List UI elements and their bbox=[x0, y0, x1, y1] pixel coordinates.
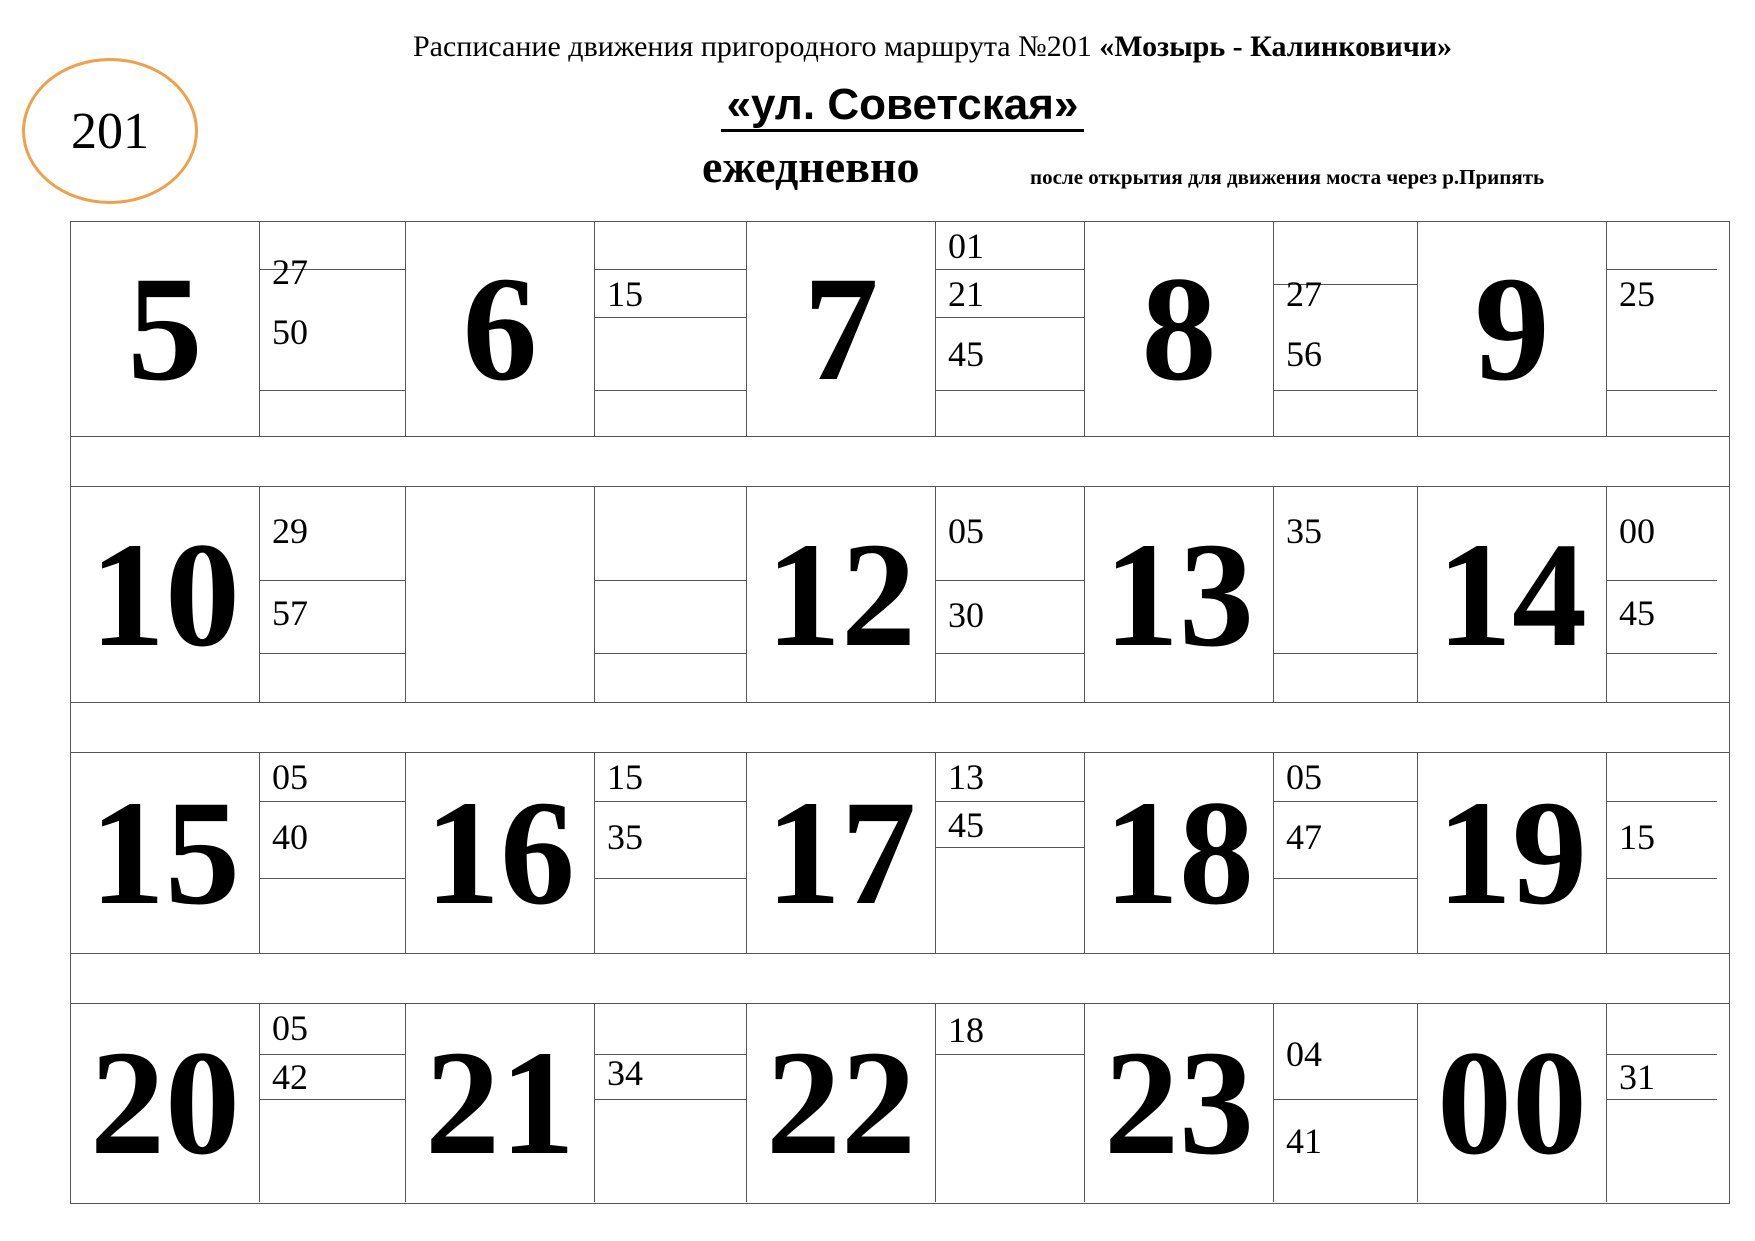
departure-minute: 41 bbox=[1286, 1121, 1322, 1161]
departure-minute: 30 bbox=[948, 595, 984, 635]
minutes-cell bbox=[936, 222, 1085, 436]
departure-minute: 47 bbox=[1286, 817, 1322, 857]
minute-slot-line bbox=[936, 580, 1084, 581]
minute-slot-line bbox=[936, 1054, 1084, 1055]
stop-name: «ул. Советская» bbox=[721, 80, 1085, 132]
minutes-cell bbox=[1607, 753, 1717, 953]
minutes-cell bbox=[936, 1004, 1085, 1202]
minute-slot-line bbox=[1274, 653, 1417, 654]
hour-cell: 10 bbox=[71, 487, 260, 702]
minute-slot-line bbox=[595, 801, 746, 802]
minute-slot-line bbox=[936, 317, 1084, 318]
departure-minute: 42 bbox=[272, 1057, 308, 1097]
minute-slot-line bbox=[1607, 878, 1717, 879]
minutes-cell bbox=[1607, 1004, 1717, 1202]
departure-minute: 45 bbox=[1619, 593, 1655, 633]
row-separator bbox=[71, 954, 1729, 1004]
hour-cell bbox=[406, 487, 595, 702]
departure-minute: 13 bbox=[948, 757, 984, 797]
departure-minute: 15 bbox=[1619, 817, 1655, 857]
departure-minute: 45 bbox=[948, 805, 984, 845]
departure-minute: 05 bbox=[272, 1008, 308, 1048]
departure-minute: 45 bbox=[948, 334, 984, 374]
minute-slot-line bbox=[1274, 390, 1417, 391]
timetable-row bbox=[71, 1004, 1729, 1202]
minutes-cell bbox=[260, 1004, 406, 1202]
minutes-cell bbox=[595, 487, 747, 702]
minutes-cell bbox=[1607, 222, 1717, 436]
minutes-cell bbox=[1274, 753, 1418, 953]
departure-minute: 04 bbox=[1286, 1034, 1322, 1074]
minutes-cell bbox=[595, 222, 747, 436]
hour-cell: 17 bbox=[747, 753, 936, 953]
minute-slot-line bbox=[260, 1099, 405, 1100]
minute-slot-line bbox=[1607, 269, 1717, 270]
hour-cell: 6 bbox=[406, 222, 595, 436]
route-name: «Мозырь - Калинковичи» bbox=[1099, 30, 1453, 63]
departure-minute: 25 bbox=[1619, 274, 1655, 314]
row-separator bbox=[71, 703, 1729, 753]
hour-cell: 16 bbox=[406, 753, 595, 953]
minute-slot-line bbox=[936, 269, 1084, 270]
minute-slot-line bbox=[595, 1099, 746, 1100]
minute-slot-line bbox=[1274, 801, 1417, 802]
minutes-cell bbox=[595, 753, 747, 953]
row-separator bbox=[71, 437, 1729, 487]
minute-slot-line bbox=[260, 390, 405, 391]
minute-slot-line bbox=[1607, 653, 1717, 654]
hour-cell: 22 bbox=[747, 1004, 936, 1202]
minutes-cell bbox=[1274, 1004, 1418, 1202]
minutes-cell bbox=[260, 753, 406, 953]
hour-cell: 12 bbox=[747, 487, 936, 702]
departure-minute: 05 bbox=[948, 511, 984, 551]
departure-minute: 18 bbox=[948, 1010, 984, 1050]
departure-minute: 15 bbox=[607, 274, 643, 314]
route-number-badge: 201 bbox=[22, 58, 198, 204]
timetable-grid bbox=[70, 221, 1730, 1204]
minute-slot-line bbox=[260, 1054, 405, 1055]
hour-cell: 8 bbox=[1085, 222, 1274, 436]
departure-minute: 27 bbox=[272, 252, 308, 292]
days-label: ежедневно bbox=[702, 141, 920, 192]
departure-minute: 35 bbox=[1286, 511, 1322, 551]
minute-slot-line bbox=[595, 878, 746, 879]
minutes-cell bbox=[936, 753, 1085, 953]
minute-slot-line bbox=[260, 878, 405, 879]
minutes-cell bbox=[1274, 222, 1418, 436]
departure-minute: 27 bbox=[1286, 274, 1322, 314]
minute-slot-line bbox=[1274, 878, 1417, 879]
minute-slot-line bbox=[1607, 801, 1717, 802]
minute-slot-line bbox=[936, 801, 1084, 802]
departure-minute: 50 bbox=[272, 312, 308, 352]
hour-cell: 14 bbox=[1418, 487, 1607, 702]
hour-cell: 15 bbox=[71, 753, 260, 953]
minutes-cell bbox=[1274, 487, 1418, 702]
departure-minute: 05 bbox=[272, 757, 308, 797]
departure-minute: 29 bbox=[272, 511, 308, 551]
departure-minute: 21 bbox=[948, 274, 984, 314]
hour-cell: 13 bbox=[1085, 487, 1274, 702]
departure-minute: 15 bbox=[607, 757, 643, 797]
minute-slot-line bbox=[260, 653, 405, 654]
hour-cell: 00 bbox=[1418, 1004, 1607, 1202]
minute-slot-line bbox=[1607, 580, 1717, 581]
minutes-cell bbox=[260, 222, 406, 436]
minute-slot-line bbox=[595, 580, 746, 581]
departure-minute: 00 bbox=[1619, 511, 1655, 551]
departure-minute: 56 bbox=[1286, 334, 1322, 374]
minute-slot-line bbox=[595, 317, 746, 318]
hour-cell: 21 bbox=[406, 1004, 595, 1202]
minute-slot-line bbox=[260, 801, 405, 802]
minute-slot-line bbox=[1274, 1099, 1417, 1100]
departure-minute: 57 bbox=[272, 593, 308, 633]
timetable-row bbox=[71, 753, 1729, 954]
hour-cell: 18 bbox=[1085, 753, 1274, 953]
schedule-title bbox=[0, 30, 1755, 64]
bridge-note: после открытия для движения моста через р.Припять bbox=[1030, 165, 1545, 189]
hour-cell: 9 bbox=[1418, 222, 1607, 436]
title-prefix: Расписание движения пригородного маршрута №201 bbox=[412, 30, 1100, 63]
minute-slot-line bbox=[936, 653, 1084, 654]
minutes-cell bbox=[936, 487, 1085, 702]
minute-slot-line bbox=[1607, 1054, 1717, 1055]
departure-minute: 40 bbox=[272, 817, 308, 857]
hour-cell: 20 bbox=[71, 1004, 260, 1202]
minutes-cell bbox=[1607, 487, 1717, 702]
minute-slot-line bbox=[595, 653, 746, 654]
stop-name-line bbox=[0, 80, 1755, 130]
minute-slot-line bbox=[936, 390, 1084, 391]
minute-slot-line bbox=[260, 580, 405, 581]
hour-cell: 5 bbox=[71, 222, 260, 436]
timetable-row bbox=[71, 487, 1729, 703]
departure-minute: 35 bbox=[607, 817, 643, 857]
departure-minute: 34 bbox=[607, 1053, 643, 1093]
minute-slot-line bbox=[595, 390, 746, 391]
hour-cell: 7 bbox=[747, 222, 936, 436]
hour-cell: 19 bbox=[1418, 753, 1607, 953]
minute-slot-line bbox=[1607, 390, 1717, 391]
hour-cell: 23 bbox=[1085, 1004, 1274, 1202]
departure-minute: 01 bbox=[948, 226, 984, 266]
minutes-cell bbox=[595, 1004, 747, 1202]
minute-slot-line bbox=[595, 269, 746, 270]
minute-slot-line bbox=[936, 847, 1084, 848]
timetable-row bbox=[71, 222, 1729, 437]
minutes-cell bbox=[260, 487, 406, 702]
departure-minute: 05 bbox=[1286, 757, 1322, 797]
departure-minute: 31 bbox=[1619, 1057, 1655, 1097]
minute-slot-line bbox=[1607, 1099, 1717, 1100]
